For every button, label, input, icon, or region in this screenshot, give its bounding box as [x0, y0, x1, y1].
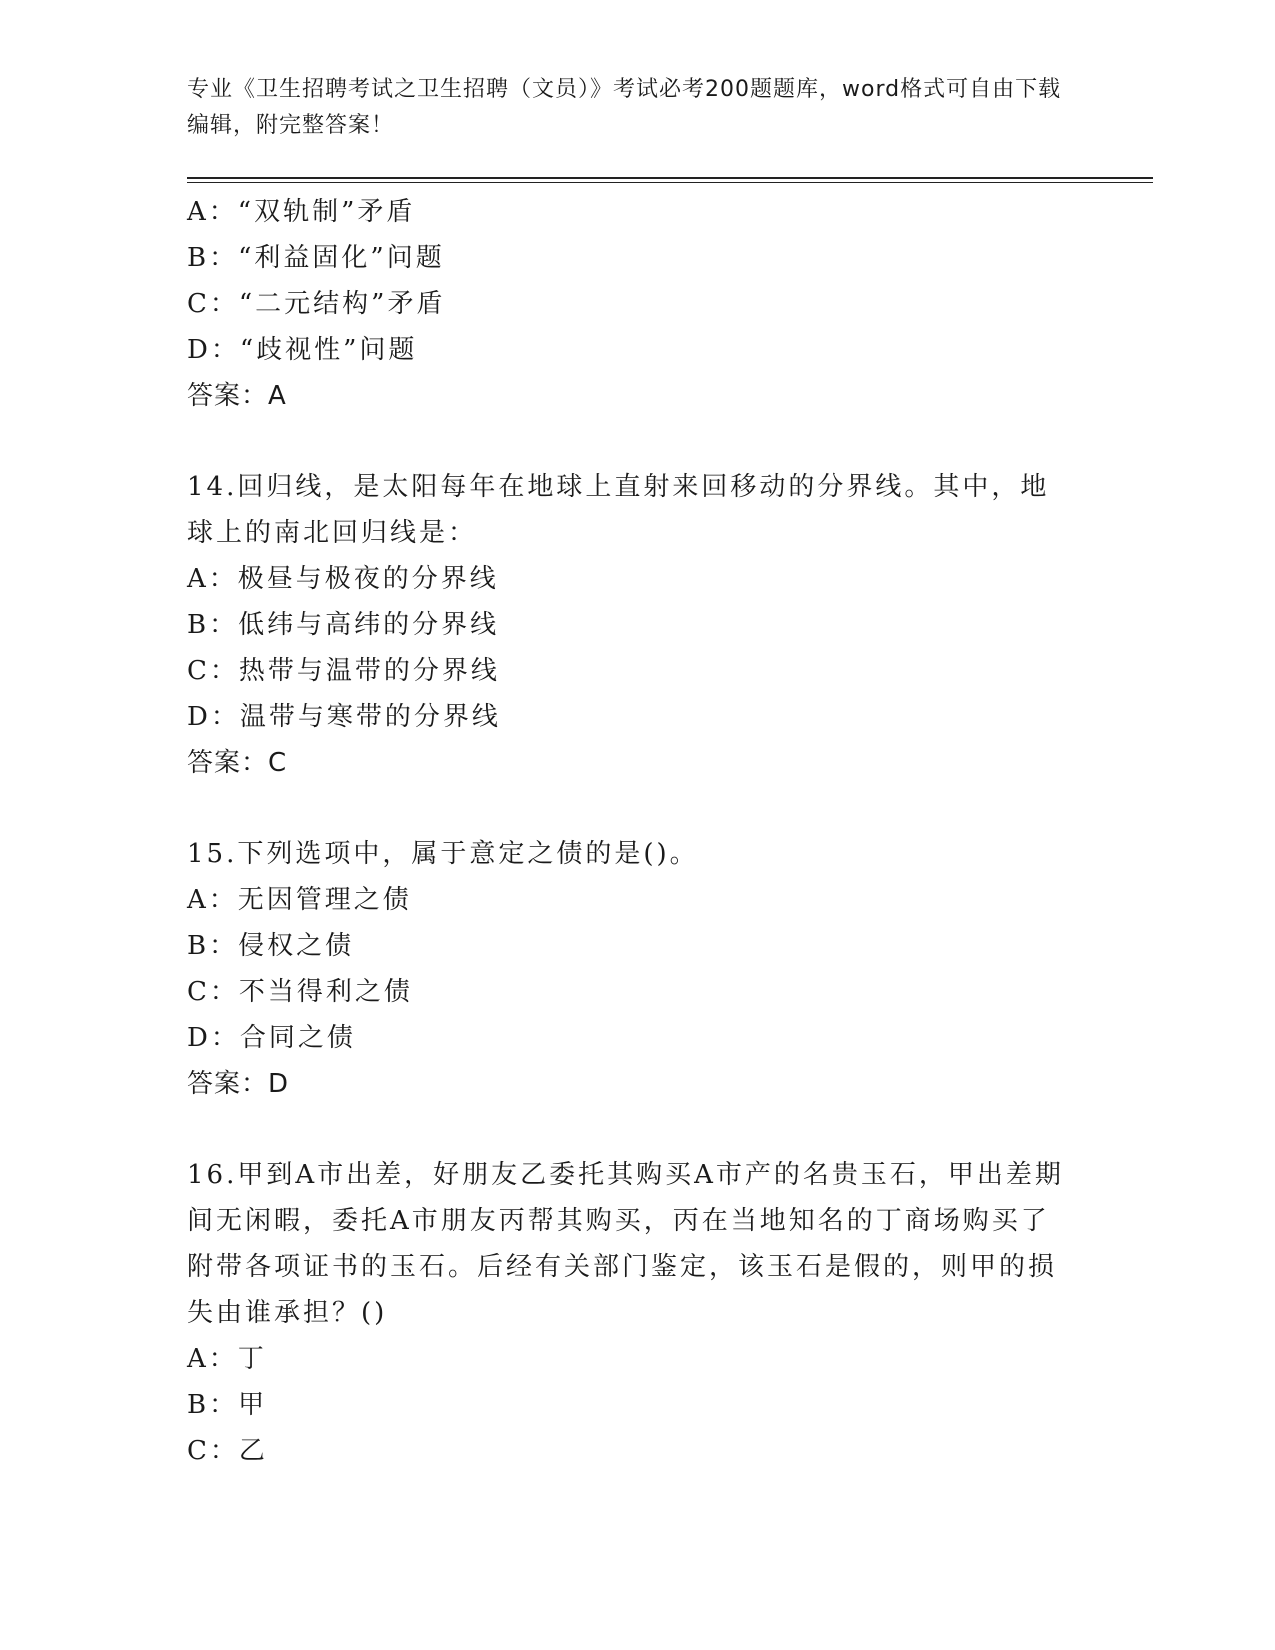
answer: 答案：A: [187, 381, 287, 411]
option-a: A：丁: [187, 1344, 267, 1374]
question-16: [187, 1152, 1087, 1474]
option-c: C：“二元结构”矛盾: [187, 289, 446, 319]
spacer: [187, 786, 1087, 831]
option-c: C：热带与温带的分界线: [187, 656, 500, 686]
document-header: 专业《卫生招聘考试之卫生招聘（文员）》考试必考200题题库，word格式可自由下载编辑，附完整答案！: [187, 77, 1062, 138]
spacer: [187, 419, 1087, 464]
option-b: B：“利益固化”问题: [187, 243, 445, 273]
question-13: [187, 189, 1087, 419]
option-b: B：侵权之债: [187, 931, 355, 961]
question-stem: 16.甲到A市出差，好朋友乙委托其购买A市产的名贵玉石，甲出差期间无闲暇，委托A市朋友丙帮其购买，丙在当地知名的丁商场购买了附带各项证书的玉石。后经有关部门鉴定，该玉石是假的，则甲的损失由谁承担？(): [187, 1160, 1064, 1328]
header-divider-thick: [187, 177, 1153, 179]
option-a: A：“双轨制”矛盾: [187, 197, 416, 227]
option-a: A：极昼与极夜的分界线: [187, 564, 499, 594]
option-d: D：温带与寒带的分界线: [187, 702, 501, 732]
question-stem: 14.回归线，是太阳每年在地球上直射来回移动的分界线。其中，地球上的南北回归线是：: [187, 472, 1050, 548]
option-d: D：合同之债: [187, 1023, 356, 1053]
option-c: C：不当得利之债: [187, 977, 413, 1007]
option-b: B：低纬与高纬的分界线: [187, 610, 500, 640]
answer: 答案：D: [187, 1069, 290, 1099]
option-a: A：无因管理之债: [187, 885, 412, 915]
option-b: B：甲: [187, 1390, 268, 1420]
question-list: [187, 189, 1087, 1474]
spacer: [187, 1107, 1087, 1152]
option-d: D：“歧视性”问题: [187, 335, 418, 365]
question-14: [187, 464, 1087, 786]
header-divider-thin: [187, 182, 1153, 183]
question-15: [187, 831, 1087, 1107]
answer: 答案：C: [187, 748, 288, 778]
question-stem: 15.下列选项中，属于意定之债的是()。: [187, 839, 699, 869]
option-c: C：乙: [187, 1436, 268, 1466]
